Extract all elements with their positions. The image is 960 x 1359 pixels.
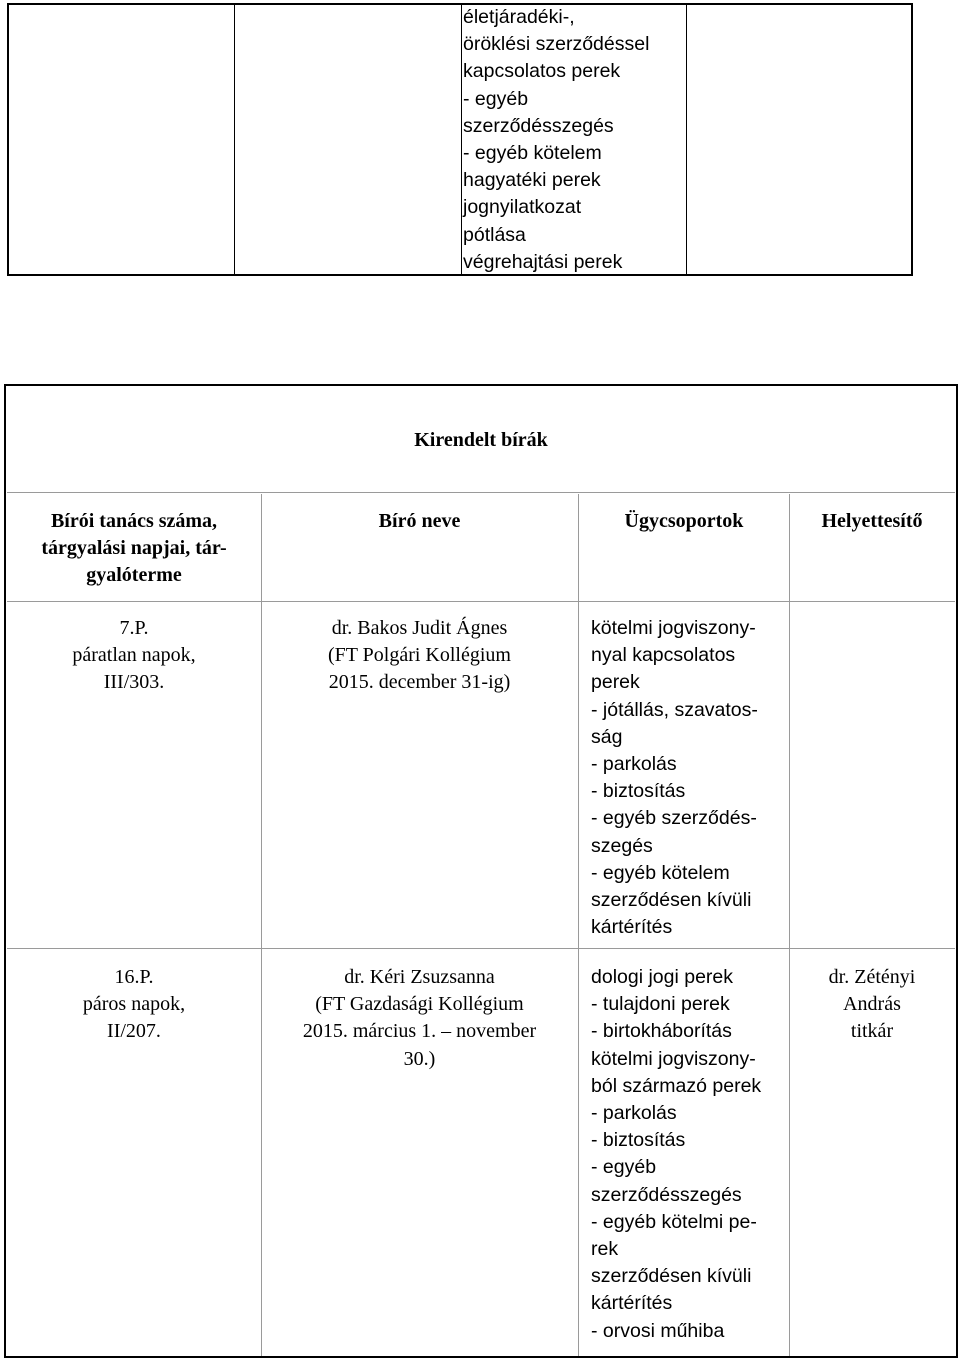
text-line: dr. Kéri Zsuzsanna [344,966,495,988]
table-title: Kirendelt bírák [414,429,548,451]
row2-case-groups-cell [591,964,787,1345]
text-line: öröklési szerződéssel [463,33,650,56]
text-line: - egyéb [591,1156,657,1179]
text-line: dr. Zétényi [828,966,916,988]
text-line: - egyéb [463,87,529,110]
text-line: rek [591,1238,619,1261]
text-line: (FT Gazdasági Kollégium [315,993,524,1016]
text-line: kártérítés [591,1292,673,1315]
text-line: 2015. december 31-ig) [328,671,511,694]
text-line: kötelmi jogviszony- [591,1047,756,1070]
text-line: pótlása [463,223,526,246]
text-line: szerződésszegés [591,1183,742,1206]
text-line: - biztosítás [591,1129,686,1152]
text-line: kártérítés [591,916,673,939]
text-line: - orvosi műhiba [591,1319,725,1342]
header-judge: Bíró neve [378,510,461,532]
text-line: 30.) [403,1047,436,1070]
text-line: végrehajtási perek [463,250,623,273]
column-divider [461,5,462,274]
row1-case-groups-cell [591,615,787,941]
row-divider [7,492,955,493]
header-council [8,508,260,590]
text-line: (FT Polgári Kollégium [328,644,511,667]
column-divider [234,5,235,274]
row1-judge-cell [262,615,577,697]
row-divider [7,601,955,602]
text-line: szerződésen kívüli [591,889,752,912]
header-line: tárgyalási napjai, tár- [41,537,227,560]
text-line: ság [591,725,623,748]
previous-table-fragment [7,3,913,276]
text-line: II/207. [107,1020,161,1043]
text-line: - jótállás, szavatos- [591,698,758,721]
text-line: szegés [591,834,653,857]
row-divider [7,948,955,949]
text-line: András [843,993,901,1016]
text-line: hagyatéki perek [463,169,601,192]
text-line: perek [591,671,640,694]
text-line: szerződésszegés [463,114,614,137]
text-line: - egyéb kötelem [591,861,730,884]
header-substitute: Helyettesítő [821,510,923,532]
column-divider [578,494,579,1356]
text-line: - egyéb kötelmi pe- [591,1210,757,1233]
row2-council-cell [8,964,260,1046]
text-line: kapcsolatos perek [463,60,621,83]
text-line: ból származó perek [591,1074,762,1097]
text-line: nyal kapcsolatos [591,644,736,667]
text-line: kötelmi jogviszony- [591,617,756,639]
column-divider [686,5,687,274]
text-line: - birtokháborítás [591,1020,732,1043]
text-line: - tulajdoni perek [591,993,730,1016]
column-divider [789,494,790,1356]
previous-case-groups-cell [463,4,649,276]
row2-substitute-cell [790,964,954,1046]
text-line: 16.P. [114,966,154,988]
text-line: jognyilatkozat [463,196,582,219]
text-line: dologi jogi perek [591,966,734,988]
text-line: - biztosítás [591,780,686,803]
text-line: páratlan napok, [72,644,196,667]
text-line: titkár [850,1020,894,1043]
header-case-groups: Ügycsoportok [624,510,744,532]
text-line: - egyéb szerződés- [591,807,757,830]
row1-council-cell [8,615,260,697]
text-line: - parkolás [591,753,677,776]
text-line: - egyéb kötelem [463,142,602,165]
text-line: III/303. [103,671,165,694]
text-line: dr. Bakos Judit Ágnes [331,617,508,639]
row2-judge-cell [262,964,577,1073]
header-line: Bírói tanács száma, [50,510,218,532]
text-line: 7.P. [119,617,149,639]
text-line: életjáradéki-, [463,6,575,28]
text-line: - parkolás [591,1102,677,1125]
text-line: páros napok, [82,993,186,1016]
header-line: gyalóterme [86,564,182,587]
text-line: 2015. március 1. – november [302,1020,537,1043]
text-line: szerződésen kívüli [591,1265,752,1288]
